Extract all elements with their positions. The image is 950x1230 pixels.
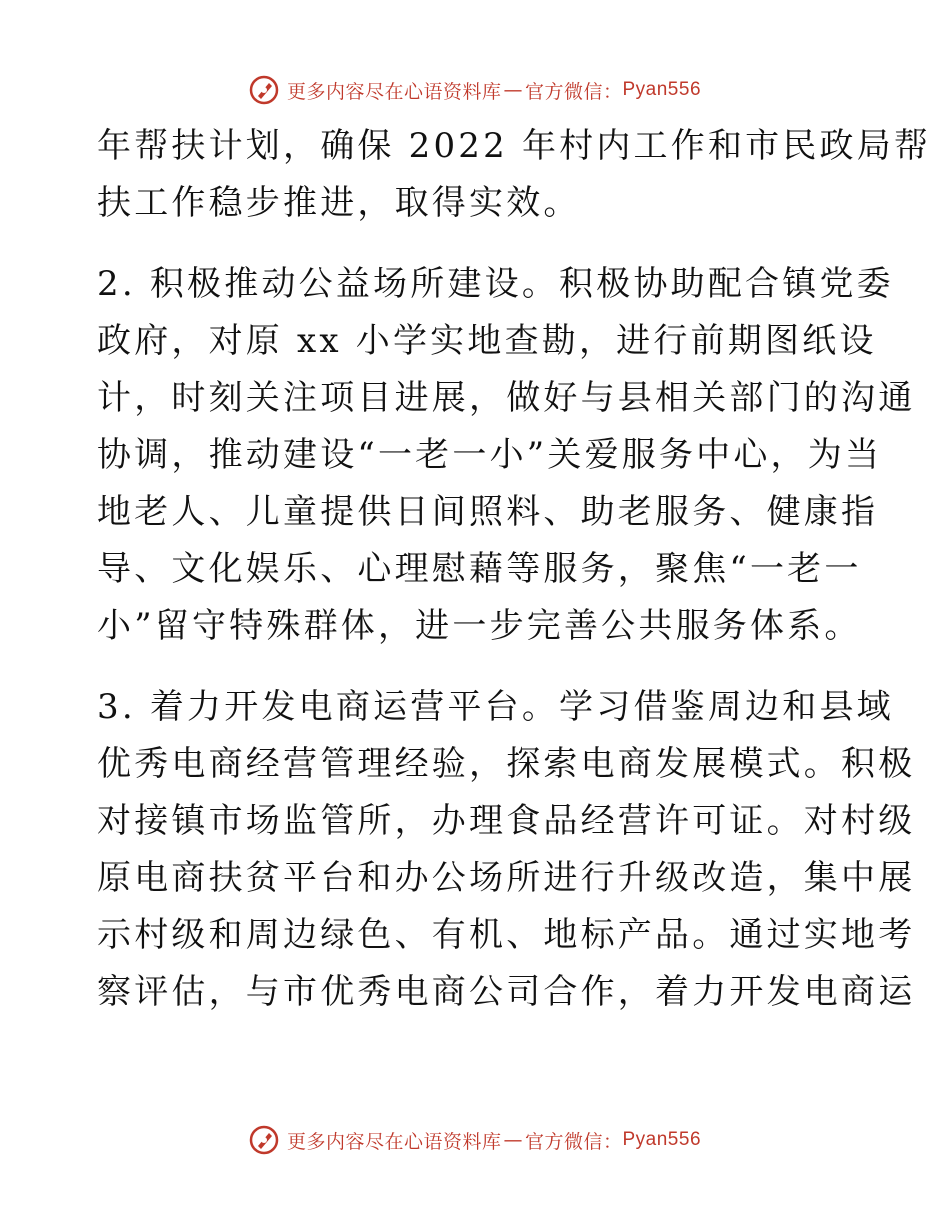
text-line: 协调，推动建设“一老一小”关爱服务中心，为当 [97, 435, 883, 475]
text-line: 对接镇市场监管所，办理食品经营许可证。对村级 [97, 801, 916, 841]
text-line: 3. 着力开发电商运营平台。学习借鉴周边和县域 [97, 687, 894, 727]
banner-wechat-label: 官方微信： [524, 1130, 623, 1153]
banner-dash: — [503, 1129, 523, 1151]
text-line: 地老人、儿童提供日间照料、助老服务、健康指 [97, 492, 879, 532]
text-line: 计，时刻关注项目进展，做好与县相关部门的沟通 [97, 378, 916, 418]
text-line: 示村级和周边绿色、有机、地标产品。通过实地考 [97, 915, 916, 955]
text-line: 政府，对原 xx 小学实地查勘，进行前期图纸设 [97, 321, 877, 361]
header-banner [0, 70, 950, 110]
text-line: 年帮扶计划，确保 2022 年村内工作和市民政局帮 [97, 126, 932, 166]
banner-dash: — [503, 79, 523, 101]
paragraph-1 [97, 118, 932, 232]
banner-main-text: 更多内容尽在心语资料库 [286, 1130, 502, 1153]
banner-wechat-id: Pyan556 [622, 1129, 702, 1150]
logo-icon [249, 75, 279, 105]
text-line: 优秀电商经营管理经验，探索电商发展模式。积极 [97, 744, 916, 784]
text-line: 2. 积极推动公益场所建设。积极协助配合镇党委 [97, 264, 894, 304]
footer-banner [0, 1120, 950, 1160]
banner-wechat-id: Pyan556 [622, 79, 702, 100]
banner-main-text: 更多内容尽在心语资料库 [286, 80, 502, 103]
text-line: 原电商扶贫平台和办公场所进行升级改造，集中展 [97, 858, 916, 898]
text-line: 小”留守特殊群体，进一步完善公共服务体系。 [97, 606, 862, 646]
paragraph-2 [97, 256, 916, 655]
logo-icon [249, 1125, 279, 1155]
paragraph-3 [97, 679, 916, 1021]
text-line: 察评估，与市优秀电商公司合作，着力开发电商运 [97, 972, 916, 1012]
text-line: 导、文化娱乐、心理慰藉等服务，聚焦“一老一 [97, 549, 862, 589]
text-line: 扶工作稳步推进，取得实效。 [97, 183, 581, 223]
document-body [97, 118, 932, 1021]
banner-wechat-label: 官方微信： [524, 80, 623, 103]
